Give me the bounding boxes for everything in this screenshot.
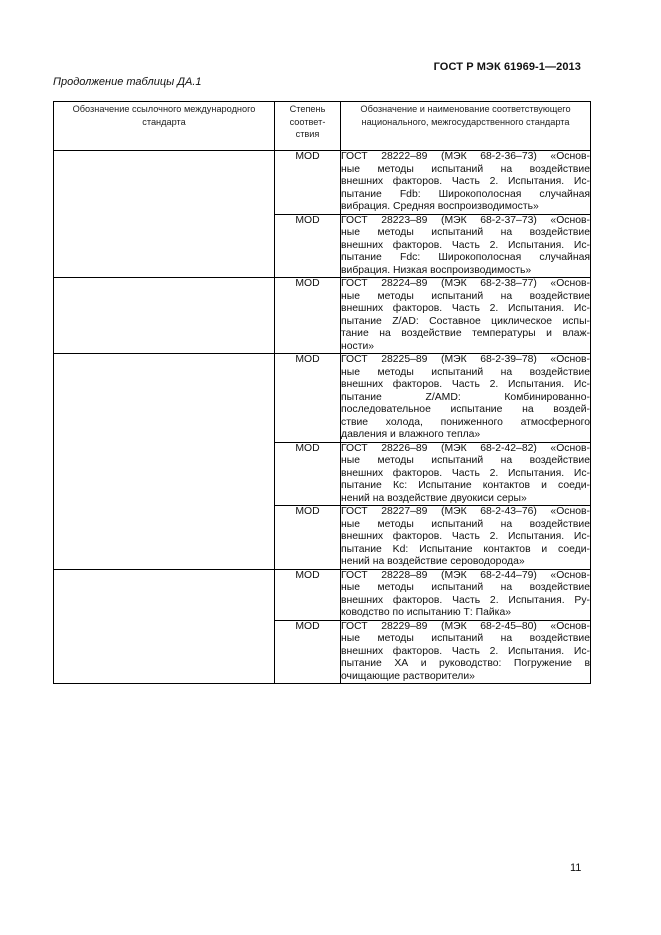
standard-text-line: ные методы испытаний на воздействие <box>341 518 590 530</box>
standard-text-line: ГОСТ 28224–89 (МЭК 68-2-38–77) «Основ- <box>341 278 590 289</box>
table-header-row <box>54 102 591 151</box>
standard-text-line: внешних факторов. Часть 2. Испытания. Ис- <box>341 531 590 542</box>
standard-text-line: ные методы испытаний на воздействие <box>341 366 590 378</box>
standard-text-line: внешних факторов. Часть 2. Испытания. Ис- <box>341 239 590 251</box>
standard-text-line: ствие холода, пониженного атмосферного <box>341 416 590 428</box>
standard-text-line: ные методы испытаний на воздействие <box>341 633 590 644</box>
header-degree-of-conformity: Степень соответ- ствия <box>275 102 341 151</box>
standard-text-line: внешних факторов. Часть 2. Испытания. Ис- <box>341 176 590 187</box>
degree-cell: MOD <box>275 569 341 620</box>
degree-cell: MOD <box>275 620 341 684</box>
national-standard-cell <box>341 620 591 684</box>
standard-text-line: пытание Кс: Испытание контактов и соеди- <box>341 480 590 491</box>
standard-text-line: ГОСТ 28228–89 (МЭК 68-2-44–79) «Основ- <box>341 569 590 581</box>
national-standard-cell <box>341 569 591 620</box>
standard-text-line: ГОСТ 28223–89 (МЭК 68-2-37–73) «Основ- <box>341 214 590 226</box>
degree-cell: MOD <box>275 506 341 570</box>
national-standard-cell <box>341 442 591 506</box>
international-standard-cell <box>54 151 275 278</box>
document-code: ГОСТ Р МЭК 61969-1—2013 <box>433 61 581 73</box>
standard-text-line: ГОСТ 28225–89 (МЭК 68-2-39–78) «Основ- <box>341 354 590 365</box>
degree-cell: MOD <box>275 354 341 443</box>
standard-text-line: последовательное испытание на воздей- <box>341 404 590 415</box>
standard-text-line: внешних факторов. Часть 2. Испытания. Ис- <box>341 303 590 314</box>
standard-text-line: нений на воздействие двуокиси серы» <box>341 492 527 504</box>
standard-text-line: внешних факторов. Часть 2. Испытания. Ру- <box>341 594 590 606</box>
standard-text-line: ГОСТ 28222–89 (МЭК 68-2-36–73) «Основ- <box>341 151 590 162</box>
standard-text-line: внешних факторов. Часть 2. Испытания. Ис- <box>341 467 590 479</box>
standard-text-line: пытание Kd: Испытание контактов и соеди- <box>341 543 590 555</box>
standard-text-line: пытание Z/AMD: Комбинированно- <box>341 391 590 403</box>
degree-cell: MOD <box>275 442 341 506</box>
degree-cell: MOD <box>275 278 341 354</box>
standard-text-line: внешних факторов. Часть 2. Испытания. Ис- <box>341 379 590 390</box>
standard-text-line: нений на воздействие сероводорода» <box>341 556 525 567</box>
international-standard-cell <box>54 354 275 570</box>
header-national-standard: Обозначение и наименование соответствующего национального, межгосударственного стандарта <box>341 102 591 151</box>
national-standard-cell <box>341 278 591 354</box>
standard-text-line: ГОСТ 28227–89 (МЭК 68-2-43–76) «Основ- <box>341 506 590 517</box>
standard-text-line: ГОСТ 28226–89 (МЭК 68-2-42–82) «Основ- <box>341 442 590 454</box>
standard-text-line: ности» <box>341 340 375 352</box>
national-standard-cell <box>341 151 591 215</box>
standard-text-line: давления и влажного тепла» <box>341 429 481 440</box>
standard-text-line: ные методы испытаний на воздействие <box>341 582 590 593</box>
standard-text-line: вибрация. Низкая воспроизводимость» <box>341 264 532 276</box>
national-standard-cell <box>341 354 591 443</box>
standard-text-line: пытание ХА и руководство: Погружение в <box>341 658 590 669</box>
standard-text-line: ные методы испытаний на воздействие <box>341 227 590 238</box>
standard-text-line: внешних факторов. Часть 2. Испытания. Ис- <box>341 645 590 657</box>
header-international-standard: Обозначение ссылочного международного стандарта <box>54 102 275 151</box>
national-standard-cell <box>341 506 591 570</box>
standard-text-line: ные методы испытаний на воздействие <box>341 290 590 302</box>
degree-cell: MOD <box>275 214 341 278</box>
national-standard-cell <box>341 214 591 278</box>
standard-text-line: вибрация. Средняя воспроизводимость» <box>341 201 539 212</box>
standards-table <box>53 101 591 684</box>
table-row <box>54 151 591 215</box>
table-row <box>54 278 591 354</box>
standard-text-line: пытание Z/AD: Составное циклическое испы- <box>341 315 590 327</box>
international-standard-cell <box>54 278 275 354</box>
table-row <box>54 354 591 443</box>
standard-text-line: тание на воздействие температуры и влаж- <box>341 328 590 339</box>
standard-text-line: пытание Fdb: Широкополосная случайная <box>341 188 590 200</box>
table-continuation-caption: Продолжение таблицы ДА.1 <box>53 76 202 88</box>
standard-text-line: ные методы испытаний на воздействие <box>341 163 590 175</box>
standard-text-line: ководство по испытанию Т: Пайка» <box>341 607 512 618</box>
standard-text-line: ГОСТ 28229–89 (МЭК 68-2-45–80) «Основ- <box>341 620 590 632</box>
degree-cell: MOD <box>275 151 341 215</box>
standard-text-line: пытание Fdc: Широкополосная случайная <box>341 252 590 263</box>
standard-text-line: очищающие растворители» <box>341 670 475 682</box>
page-number: 11 <box>570 862 582 874</box>
standard-text-line: ные методы испытаний на воздействие <box>341 455 590 466</box>
table-row <box>54 569 591 620</box>
international-standard-cell <box>54 569 275 684</box>
